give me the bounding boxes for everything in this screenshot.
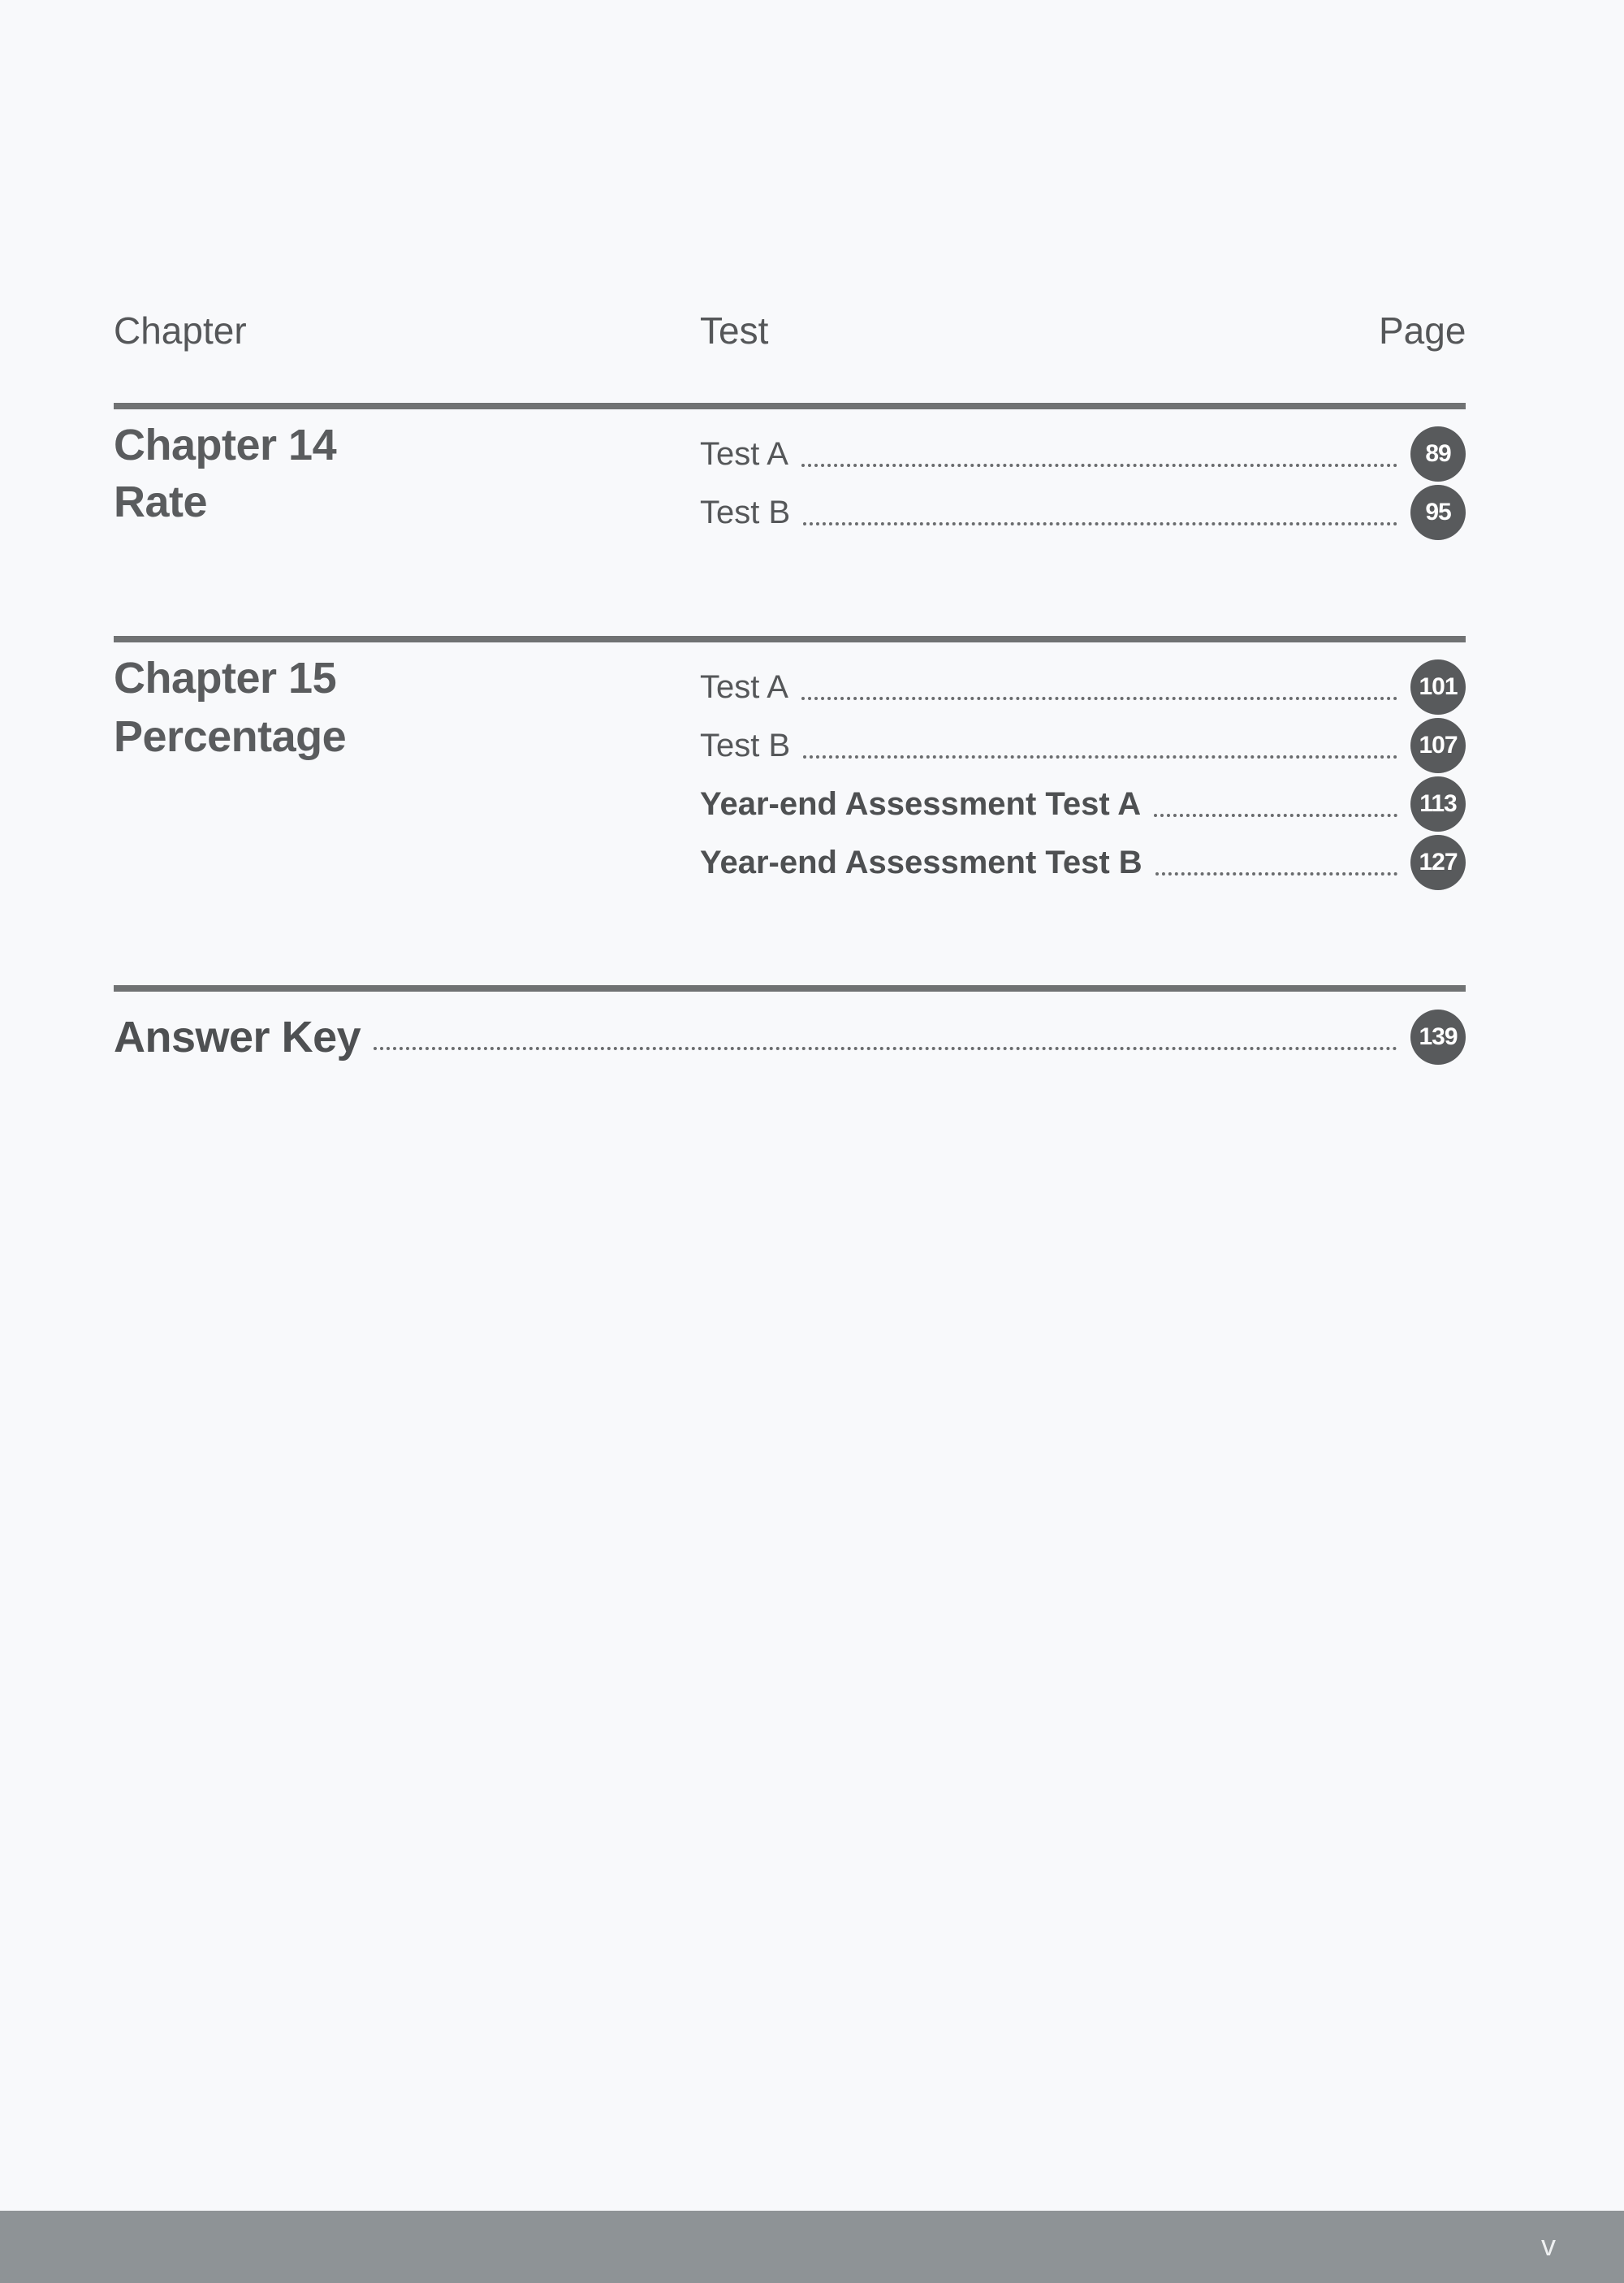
toc-entry[interactable]	[700, 484, 1466, 541]
column-header-page: Page	[1379, 309, 1466, 352]
toc-entry[interactable]	[700, 717, 1466, 774]
toc-entry-answer-key[interactable]	[114, 1009, 1466, 1066]
section-divider	[114, 636, 1466, 642]
chapter-name: Percentage	[114, 712, 347, 761]
entry-label: Year-end Assessment Test B	[700, 844, 1142, 880]
dot-leader	[801, 464, 1397, 467]
page-number-badge: 107	[1410, 718, 1466, 773]
entry-label: Test B	[700, 494, 791, 530]
toc-entry[interactable]	[700, 776, 1466, 832]
entry-label: Test A	[700, 668, 788, 705]
dot-leader	[1154, 814, 1397, 817]
dot-leader	[803, 755, 1397, 759]
toc-entry[interactable]	[700, 659, 1466, 716]
entry-label: Answer Key	[114, 1013, 361, 1062]
column-header-chapter: Chapter	[114, 309, 247, 352]
entry-label: Year-end Assessment Test A	[700, 785, 1142, 822]
dot-leader	[803, 522, 1397, 525]
page-number-badge: 95	[1410, 485, 1466, 540]
toc-entry[interactable]	[700, 426, 1466, 482]
dot-leader	[1155, 872, 1397, 876]
page-number-badge: 127	[1410, 835, 1466, 890]
chapter-name: Rate	[114, 478, 208, 526]
entry-label: Test B	[700, 727, 791, 763]
section-divider	[114, 985, 1466, 992]
page-number-badge: 139	[1410, 1010, 1466, 1065]
page-number: v	[1541, 2229, 1556, 2262]
page-number-badge: 101	[1410, 659, 1466, 715]
column-header-test: Test	[700, 309, 769, 352]
toc-entry[interactable]	[700, 834, 1466, 891]
dot-leader	[801, 697, 1397, 700]
section-divider	[114, 403, 1466, 409]
footer-band	[0, 2211, 1624, 2283]
chapter-number: Chapter 14	[114, 421, 337, 469]
entry-label: Test A	[700, 435, 788, 472]
page-number-badge: 89	[1410, 426, 1466, 482]
chapter-number: Chapter 15	[114, 654, 337, 703]
dot-leader	[374, 1047, 1397, 1050]
page-number-badge: 113	[1410, 776, 1466, 832]
